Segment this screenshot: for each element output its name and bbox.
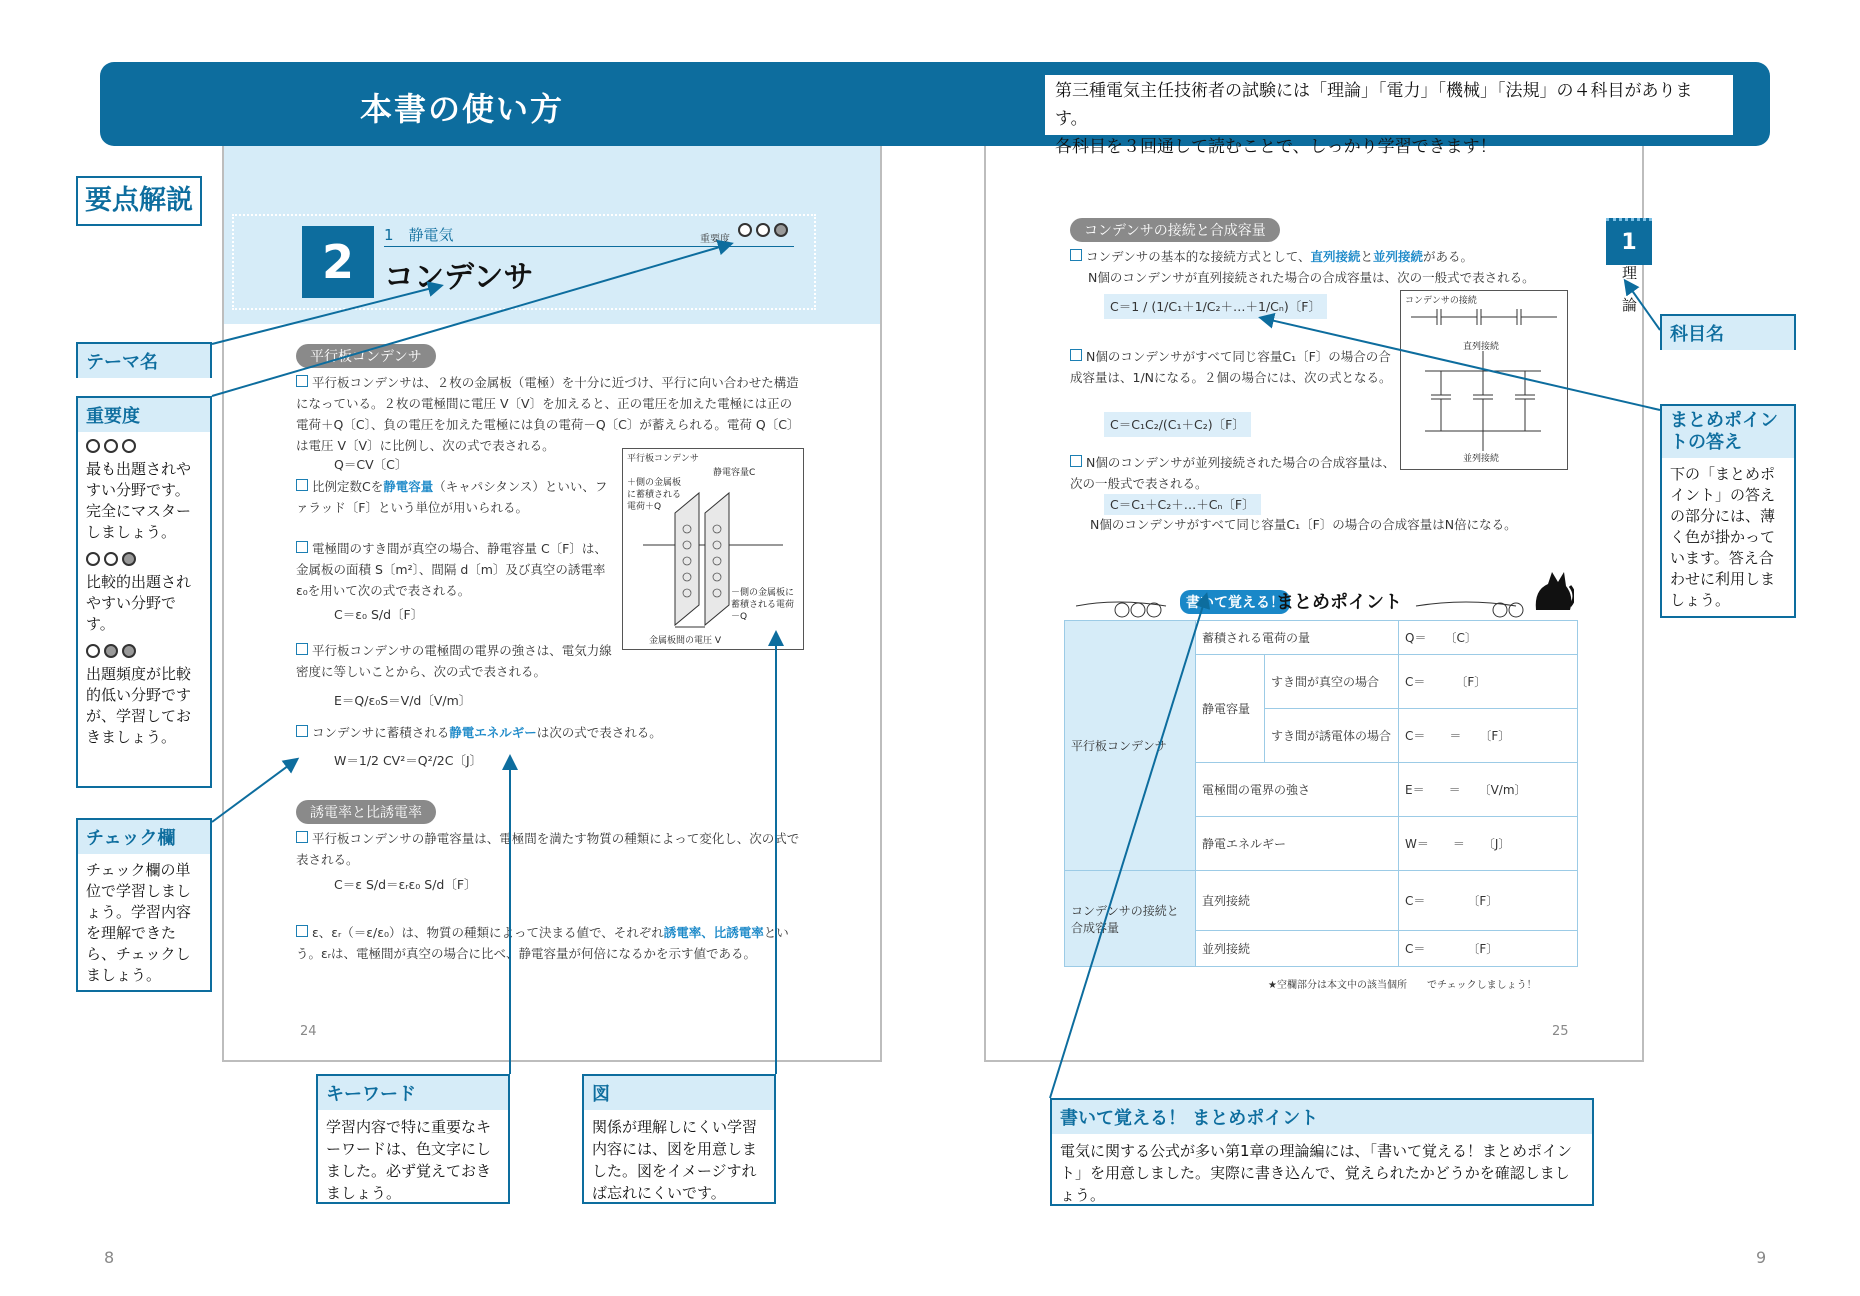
- header-note-line1: 第三種電気主任技術者の試験には「理論」「電力」「機械」「法規」の４科目があります。: [1055, 81, 1693, 129]
- keyword-parallel: 並列接続: [1373, 249, 1424, 264]
- keyword-series: 直列接続: [1310, 249, 1361, 264]
- section-heading-connection: コンデンサの接続と合成容量: [1070, 218, 1280, 242]
- callout-answer-title: まとめポイントの答え: [1662, 406, 1794, 458]
- callout-check-title: チェック欄: [78, 820, 210, 854]
- chapter-title: コンデンサ: [384, 260, 534, 295]
- right-paragraph-1-mid: と: [1360, 249, 1374, 264]
- table-row-label: 並列接続: [1196, 931, 1399, 967]
- table-row-group: 静電容量: [1196, 655, 1265, 763]
- table-row-label: 電極間の電界の強さ: [1196, 763, 1399, 817]
- formula-energy: W＝1/2 CV²＝Q²/2C〔J〕: [334, 753, 483, 768]
- formula-parallel: C＝C₁＋C₂＋…＋Cₙ〔F〕: [1104, 494, 1261, 515]
- table-answer-blank[interactable]: C＝ 〔F〕: [1399, 655, 1578, 709]
- formula-dielectric: C＝ε S/d＝εᵣε₀ S/d〔F〕: [334, 877, 477, 892]
- summary-banner-a: 書いて覚える！: [1180, 590, 1290, 614]
- leader-check: [212, 760, 296, 822]
- paragraph-7-text: ε、εᵣ（＝ε/ε₀）は、物質の種類によって決まる値で、それぞれ: [311, 925, 664, 940]
- leader-theme: [212, 286, 440, 344]
- paragraph-5-text-end: は次の式で表される。: [536, 725, 662, 740]
- importance-label: 重要度: [700, 234, 730, 245]
- callout-summary-title: 書いて覚える！ まとめポイント: [1052, 1100, 1592, 1134]
- table-answer-blank[interactable]: Q＝ 〔C〕: [1399, 621, 1578, 655]
- callout-summary-body: 電気に関する公式が多い第1章の理論編には、「書いて覚える！まとめポイント」を用意しました。実際に書き込んで、覚えられたかどうかを確認しましょう。: [1060, 1142, 1573, 1204]
- callout-keyword-body: 学習内容で特に重要なキーワードは、色文字にしました。必ず覚えておきましょう。: [326, 1118, 492, 1202]
- figure-series-label: 直列接続: [1463, 342, 1500, 352]
- table-row-label: すき間が真空の場合: [1265, 655, 1399, 709]
- right-paragraph-1-text: コンデンサの基本的な接続方式として、: [1085, 249, 1311, 264]
- table-answer-blank[interactable]: W＝ ＝ 〔J〕: [1399, 817, 1578, 871]
- header-note-line2: 各科目を３回通して読むことで、しっかり学習できます！: [1055, 137, 1497, 157]
- footer-page-right: 9: [1756, 1248, 1767, 1267]
- figure-label-capacitance: 静電容量C: [713, 468, 756, 478]
- summary-banner-b: まとめポイント: [1276, 592, 1402, 613]
- figure-label-voltage: 金属板間の電圧 V: [649, 636, 722, 646]
- paragraph-1-text: 平行板コンデンサは、２枚の金属板（電極）を十分に近づけ、平行に向い合わせた構造になっている。２枚の電極間に電圧 V〔V〕を加えると、正の電圧を加えた電極には正の電荷＋Q〔C〕、負の電圧を加えた電極には負の電荷－Q〔C〕が蓄えられる。電荷 Q〔C〕は電圧 V〔V〕に比例し、次の式で表される。: [296, 375, 800, 453]
- table-footnote: ★空欄部分は本文中の該当個所 でチェックしましょう！: [1268, 980, 1537, 991]
- table-answer-blank[interactable]: C＝ ＝ 〔F〕: [1399, 709, 1578, 763]
- figure-parallel-label: 並列接続: [1463, 454, 1500, 464]
- paragraph-2-text: 比例定数Cを: [311, 479, 384, 494]
- footer-page-left: 8: [104, 1248, 115, 1267]
- formula-charge: Q＝CV〔C〕: [334, 457, 408, 472]
- page-title: 本書の使い方: [360, 90, 565, 128]
- callout-subject-title: 科目名: [1662, 316, 1794, 350]
- table-row-label: すき間が誘電体の場合: [1265, 709, 1399, 763]
- callout-check-body: チェック欄の単位で学習しましょう。学習内容を理解できたら、チェックしましょう。: [86, 861, 192, 984]
- callout-theme-title: テーマ名: [78, 344, 210, 378]
- formula-two-series: C＝C₁C₂/(C₁＋C₂)〔F〕: [1104, 412, 1251, 437]
- figure-title: コンデンサの接続: [1405, 296, 1477, 306]
- paragraph-5-text: コンデンサに蓄積される: [311, 725, 450, 740]
- importance-text-low: 出題頻度が比較的低い分野ですが、学習しておきましょう。: [86, 665, 192, 746]
- figure-title: 平行板コンデンサ: [627, 454, 699, 464]
- callout-keyword-title: キーワード: [318, 1076, 508, 1110]
- paragraph-3-text: 電極間のすき間が真空の場合、静電容量 C〔F〕は、金属板の面積 S〔m²〕、間隔 d〔m〕及び真空の誘電率ε₀を用いて次の式で表される。: [296, 541, 607, 598]
- section-heading-permittivity: 誘電率と比誘電率: [296, 800, 436, 824]
- importance-text-high: 最も出題されやすい分野です。完全にマスターしましょう。: [86, 460, 192, 541]
- right-paragraph-3-text: N個のコンデンサが並列接続された場合の合成容量は、次の一般式で表される。: [1070, 455, 1396, 491]
- right-paragraph-1-end: がある。: [1423, 249, 1474, 264]
- leader-importance: [212, 244, 730, 396]
- paragraph-2-text-end: （キャパシタンス）といい、ファラッド〔F〕という単位が用いられる。: [296, 479, 608, 515]
- subject-kanji-2: 論: [1622, 296, 1638, 314]
- table-answer-blank[interactable]: E＝ ＝ 〔V/m〕: [1399, 763, 1578, 817]
- callout-answer-body: 下の「まとめポイント」の答えの部分には、薄く色が掛かっています。答え合わせに利用しましょう。: [1670, 465, 1776, 609]
- callout-figure-body: 関係が理解しにくい学習内容には、図を用意しました。図をイメージすれば忘れにくいです。: [592, 1118, 758, 1202]
- keyword-energy: 静電エネルギー: [449, 725, 537, 740]
- keyword-permittivity: 誘電率、比誘電率: [663, 925, 764, 940]
- table-row-label: 蓄積される電荷の量: [1196, 621, 1399, 655]
- leader-answer: [1262, 318, 1660, 410]
- section-heading-parallel-plate: 平行板コンデンサ: [296, 344, 436, 368]
- table-answer-blank[interactable]: C＝ 〔F〕: [1399, 931, 1578, 967]
- right-paragraph-2-text: N個のコンデンサがすべて同じ容量C₁〔F〕の場合の合成容量は、1/Nになる。２個の場合には、次の式となる。: [1070, 349, 1392, 385]
- table-category-plate: 平行板コンデンサ: [1065, 621, 1196, 871]
- paragraph-6-text: 平行板コンデンサの静電容量は、電極間を満たす物質の種類によって変化し、次の式で表される。: [296, 831, 800, 867]
- page-number-left: 24: [300, 1024, 317, 1039]
- paragraph-4-text: 平行板コンデンサの電極間の電界の強さは、電気力線密度に等しいことから、次の式で表される。: [296, 643, 612, 679]
- leader-summary: [1050, 596, 1206, 1098]
- right-paragraph-3b: N個のコンデンサがすべて同じ容量C₁〔F〕の場合の合成容量はN倍になる。: [1090, 517, 1517, 532]
- keyword-capacitance: 静電容量: [383, 479, 434, 494]
- paragraph-7-text-end: という。εᵣは、電極間が真空の場合に比べ、静電容量が何倍になるかを示す値である。: [296, 925, 789, 961]
- callout-figure-title: 図: [584, 1076, 774, 1110]
- figure-label-minus: －側の金属板に蓄積される電荷－Q: [731, 588, 795, 622]
- subject-number: 1: [1606, 218, 1652, 265]
- formula-series: C＝1 / (1/C₁＋1/C₂＋…＋1/Cₙ)〔F〕: [1104, 294, 1327, 319]
- table-row-label: 直列接続: [1196, 871, 1399, 931]
- chapter-number: 2: [302, 226, 374, 298]
- leader-subject: [1626, 282, 1660, 330]
- right-paragraph-1b: N個のコンデンサが直列接続された場合の合成容量は、次の一般式で表される。: [1088, 270, 1535, 285]
- section-badge: 要点解説: [76, 176, 202, 226]
- subject-kanji-1: 理: [1622, 264, 1638, 282]
- table-row-label: 静電エネルギー: [1196, 817, 1399, 871]
- callout-importance-title: 重要度: [78, 398, 210, 432]
- page-number-right: 25: [1552, 1024, 1569, 1039]
- formula-capacitance: C＝ε₀ S/d〔F〕: [334, 607, 424, 622]
- formula-field: E＝Q/ε₀S＝V/d〔V/m〕: [334, 693, 472, 708]
- table-category-connection: コンデンサの接続と合成容量: [1065, 871, 1196, 967]
- table-answer-blank[interactable]: C＝ 〔F〕: [1399, 871, 1578, 931]
- figure-label-plus: ＋側の金属板に蓄積される電荷＋Q: [627, 478, 682, 512]
- importance-text-mid: 比較的出題されやすい分野です。: [86, 573, 192, 633]
- chapter-subtitle: 1 静電気: [384, 226, 454, 244]
